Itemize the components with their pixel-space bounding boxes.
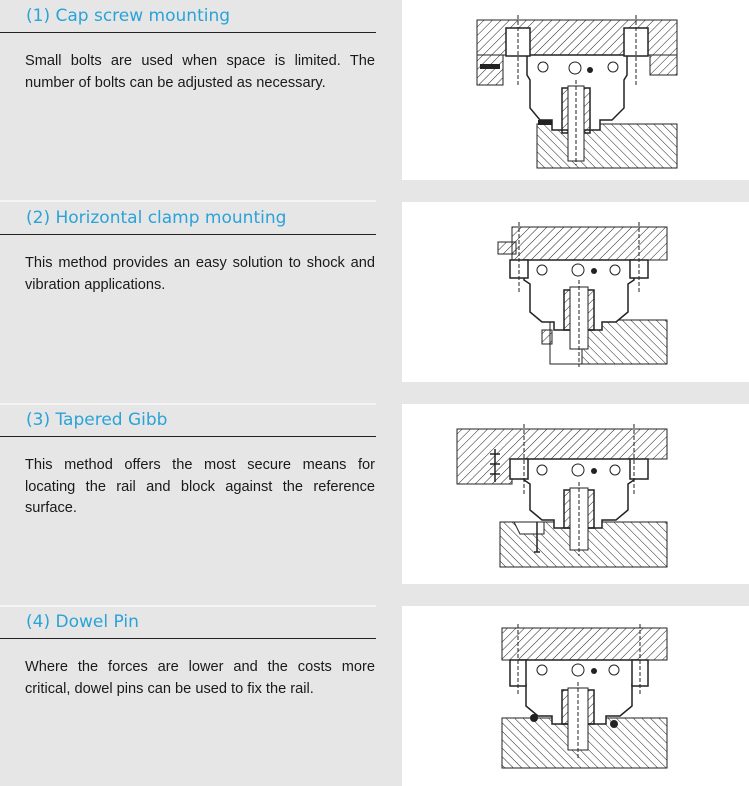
section-title: (1) Cap screw mounting <box>26 6 231 26</box>
section-dowel-pin <box>0 606 749 786</box>
dowel-pin-diagram <box>402 606 749 786</box>
tapered-gibb-diagram <box>402 404 749 584</box>
horizontal-clamp-mounting-diagram <box>402 202 749 382</box>
section-description: Small bolts are used when space is limited. The number of bolts can be adjusted as necessary. <box>25 53 375 91</box>
title-rule <box>0 234 376 235</box>
title-rule <box>0 436 376 437</box>
section-horizontal-clamp-mounting <box>0 202 749 382</box>
title-rule <box>0 638 376 639</box>
section-tapered-gibb <box>0 404 749 584</box>
section-title: (4) Dowel Pin <box>26 612 139 632</box>
section-description: Where the forces are lower and the costs more critical, dowel pins can be used to fix the rail. <box>25 659 375 697</box>
title-rule <box>0 32 376 33</box>
section-title: (3) Tapered Gibb <box>26 410 168 430</box>
section-description: This method provides an easy solution to shock and vibration applications. <box>25 255 375 293</box>
cap-screw-mounting-diagram <box>402 0 749 180</box>
section-description: This method offers the most secure means for locating the rail and block against the reference surface. <box>25 457 375 516</box>
section-cap-screw-mounting <box>0 0 749 180</box>
section-title: (2) Horizontal clamp mounting <box>26 208 287 228</box>
